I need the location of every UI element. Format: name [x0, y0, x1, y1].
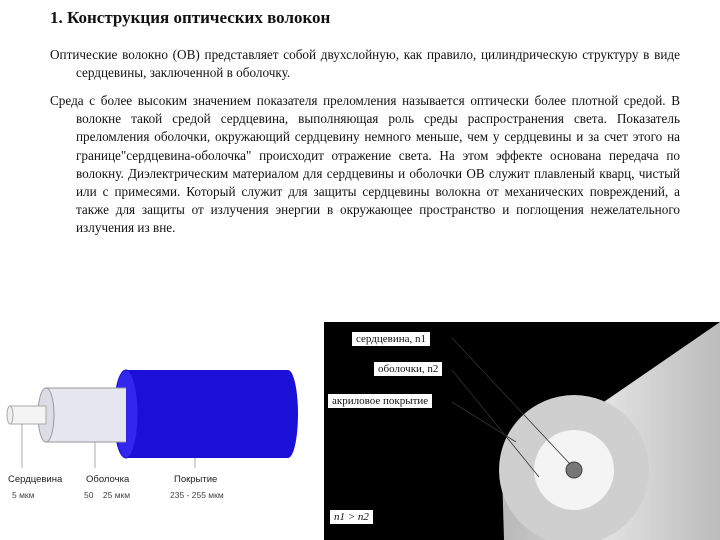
core-label: Сердцевина: [8, 474, 63, 485]
paragraph-1: Оптические волокно (ОВ) представляет собой двухслойную, как правило, цилиндрическую структуру в виде сердцевины, заключенной в оболочку.: [50, 47, 680, 81]
coating-pointer: [452, 402, 516, 442]
cladding-label: Оболочка: [86, 474, 130, 485]
core-body: [10, 406, 46, 424]
cross-section-drawing: [324, 322, 720, 540]
cladding-body: [46, 388, 126, 442]
cladding-label-box: оболочки, n2: [374, 362, 442, 376]
coating-end: [278, 370, 298, 458]
core-dot: [566, 462, 582, 478]
fiber-cylinder-drawing: [0, 360, 300, 470]
refractive-index-formula: n1 > n2: [330, 510, 373, 524]
fiber-cross-section-illustration: [324, 322, 720, 540]
core-size: 5 мкм: [12, 490, 35, 500]
coating-size: 235 - 255 мкм: [170, 490, 224, 500]
core-label-box: сердцевина, n1: [352, 332, 430, 346]
page-title: 1. Конструкция оптических волокон: [50, 8, 331, 27]
fiber-layers-illustration: [0, 360, 300, 510]
core-front: [7, 406, 13, 424]
coating-body: [126, 370, 288, 458]
cladding-size: 50 25 мкм: [84, 490, 131, 500]
coating-label-box: акриловое покрытие: [328, 394, 432, 408]
paragraph-intro: [50, 46, 680, 82]
paragraph-2: Среда с более высоким значением показателя преломления называется оптически более плотной средой. В волокне такой средой сердцевина, выполняющая роль среды распространения света. Показатель преломления оболочки, окружающий сердцевину немного меньше, чем у сердцевины и за счет этого на границе"сердцевина-оболочка" происходит отражение света. На этом эффекте основана передача по волокну. Диэлектрическим материалом для сердцевины и оболочки ОВ служит плавленый кварц, чистый или с примесями. Который служит для защиты сердцевины волокна от механических повреждений, а также для защиты от излучения энергии в окружающее пространство и поглощения нежелательного излучения из вне.: [50, 93, 680, 236]
paragraph-main: [50, 92, 680, 238]
coating-label: Покрытие: [174, 474, 218, 485]
